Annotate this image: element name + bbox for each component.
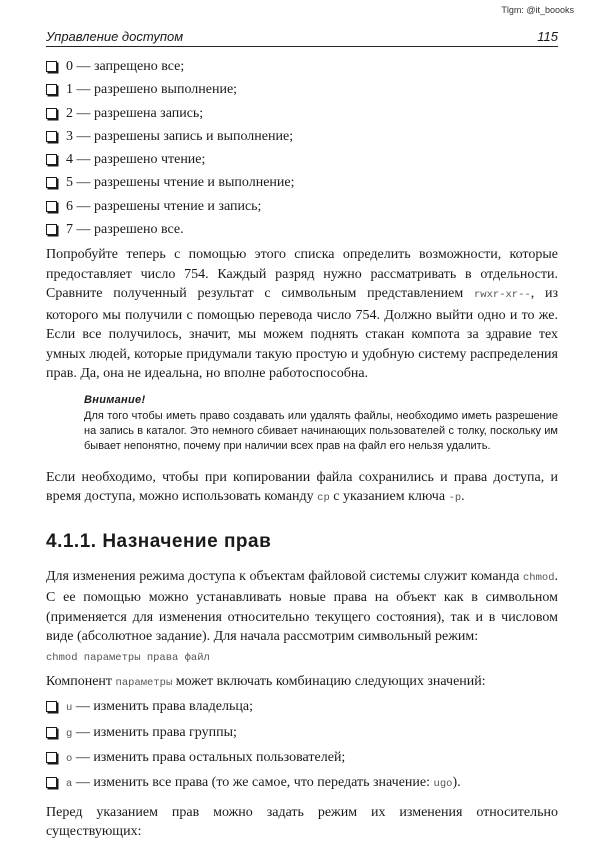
paragraph-754: Попробуйте теперь с помощью этого списка определить возможности, которые предоставляет число 754. Каждый разряд нужно рассматривать в отдельности. Сравните полученный результат с символьным представлением rwxr-xr--, из которого мы получили с помощью перевода число 754. Должно выйти одно и то же. Если все получилось, значит, мы можем поднять стакан компота за здравие тех умных людей, которые придумали такую простую и удобную систему распределения прав. Да, она не идеальна, но вполне работоспособна. bbox=[46, 247, 559, 382]
list-item: u — изменить права владельца; bbox=[46, 695, 558, 720]
page-content bbox=[46, 55, 558, 842]
checkbox-bullet-icon bbox=[46, 131, 57, 142]
list-item: 5 — разрешены чтение и выполнение; bbox=[46, 171, 558, 194]
paragraph-chmod: Для изменения режима доступа к объектам файловой системы служит команда chmod. С ее помощью можно устанавливать новые права на объект как в символьном (применяется для изменения относительно текущего состояния), так и в числовом виде (абсолютное задание). Для начала рассмотрим символьный режим: bbox=[46, 568, 558, 645]
channel-tag: Tlgm: @it_boooks bbox=[501, 5, 574, 15]
syntax-line: chmod параметры права файл bbox=[46, 651, 210, 664]
checkbox-bullet-icon bbox=[46, 108, 57, 119]
page-number: 115 bbox=[537, 29, 558, 44]
list-item: a — изменить все права (то же самое, что передать значение: ugo). bbox=[46, 771, 558, 796]
list-item: 6 — разрешены чтение и запись; bbox=[46, 195, 558, 218]
note-text: Для того чтобы иметь право создавать или удалять файлы, необходимо иметь разрешение на запись в каталог. Это немного сбивает начинающих пользователей с толку, поскольку им бывает непонятно, почему при наличии всех прав на файл его нельзя удалить. bbox=[84, 409, 558, 452]
checkbox-bullet-icon bbox=[46, 154, 57, 165]
options-list bbox=[46, 695, 558, 796]
list-item: 7 — разрешено все. bbox=[46, 218, 558, 241]
section-title: Управление доступом bbox=[46, 29, 184, 44]
list-item: g — изменить права группы; bbox=[46, 721, 558, 746]
section-heading: 4.1.1. Назначение прав bbox=[46, 530, 272, 552]
checkbox-bullet-icon bbox=[46, 752, 57, 763]
checkbox-bullet-icon bbox=[46, 177, 57, 188]
checkbox-bullet-icon bbox=[46, 701, 57, 712]
list-item: 0 — запрещено все; bbox=[46, 55, 558, 78]
checkbox-bullet-icon bbox=[46, 201, 57, 212]
list-item: 3 — разрешены запись и выполнение; bbox=[46, 125, 558, 148]
paragraph-mode: Перед указанием прав можно задать режим их изменения относительно существующих: bbox=[46, 804, 558, 840]
permissions-list bbox=[46, 55, 558, 241]
checkbox-bullet-icon bbox=[46, 61, 57, 72]
paragraph-cp: Если необходимо, чтобы при копировании файла сохранились и права доступа, и время доступа, можно использовать команду cp с указанием ключа -p. bbox=[46, 469, 558, 505]
list-item: 4 — разрешено чтение; bbox=[46, 148, 558, 171]
checkbox-bullet-icon bbox=[46, 777, 57, 788]
paragraph-params: Компонент параметры может включать комбинацию следующих значений: bbox=[46, 673, 486, 689]
attention-note bbox=[84, 394, 558, 454]
list-item: 1 — разрешено выполнение; bbox=[46, 78, 558, 101]
running-header bbox=[46, 28, 558, 47]
list-item: 2 — разрешена запись; bbox=[46, 102, 558, 125]
list-item: o — изменить права остальных пользователей; bbox=[46, 746, 558, 771]
note-title: Внимание! bbox=[84, 393, 146, 406]
checkbox-bullet-icon bbox=[46, 84, 57, 95]
checkbox-bullet-icon bbox=[46, 224, 57, 235]
checkbox-bullet-icon bbox=[46, 727, 57, 738]
